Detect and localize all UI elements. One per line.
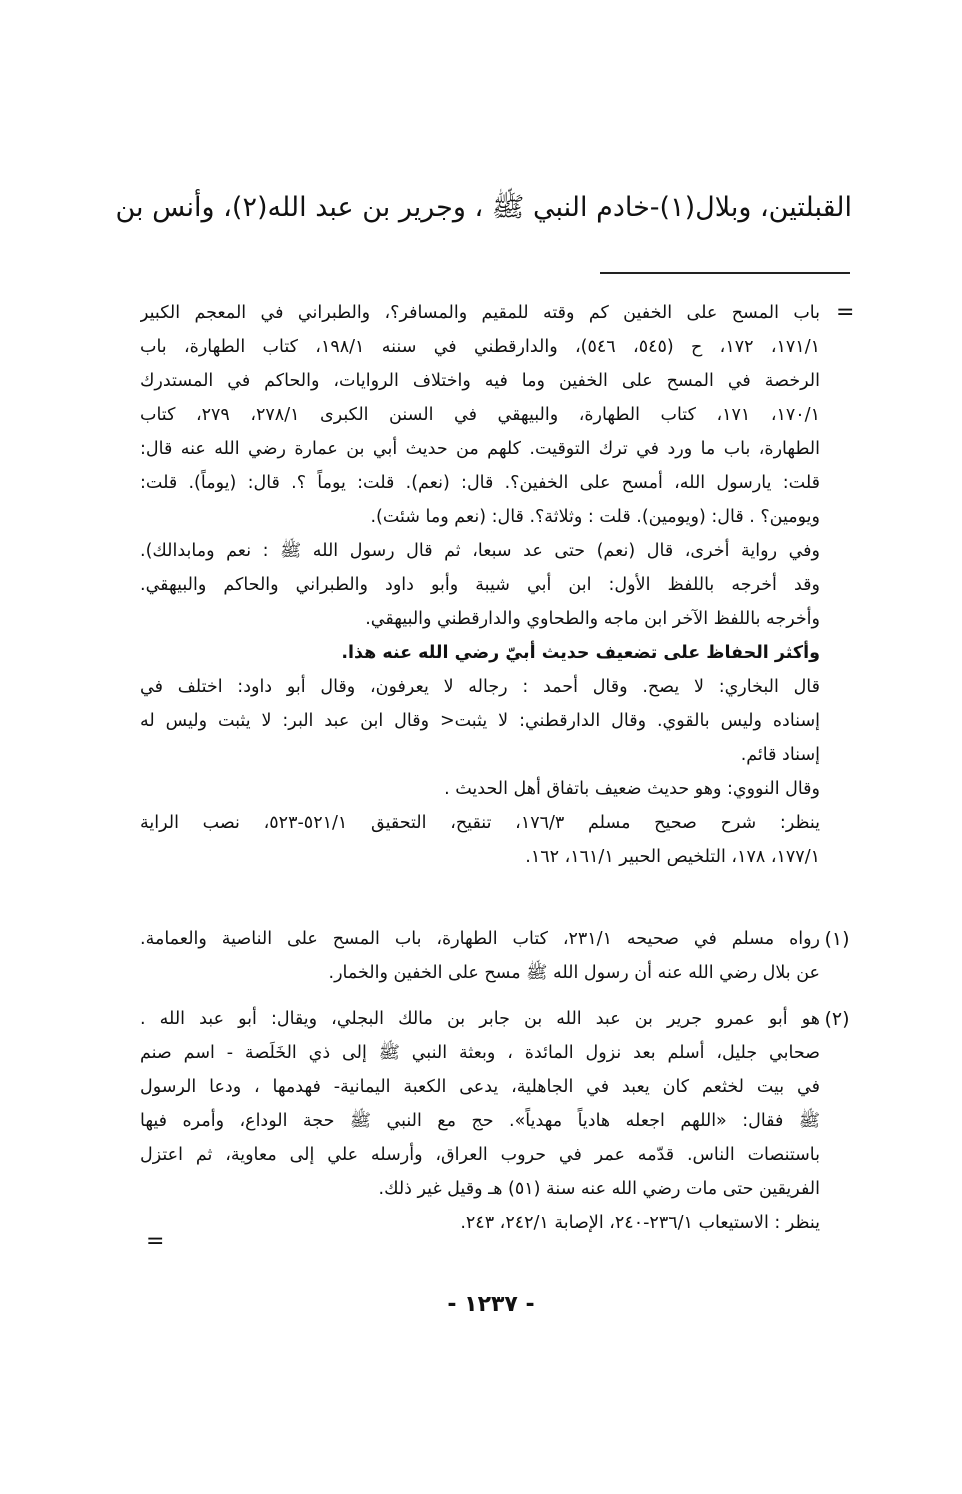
footnote-line: ينظر : الاستيعاب ٢٣٦/١-٢٤٠، الإصابة ٢٤٢/١، ٢٤٣. [460, 1213, 820, 1233]
footnote-line: قال البخاري: لا يصح. وقال أحمد : رجاله لا يعرفون، وقال أبو داود: اختلف في [140, 677, 820, 697]
footnote-line: عن بلال رضي الله عنه أن رسول الله ﷺ مسح على الخفين والخمار. [328, 963, 820, 983]
footnote-line: ١٧٧/١، ١٧٨، التلخيص الحبير ١٦١/١، ١٦٢. [525, 847, 820, 867]
page-number: - ١٢٣٧ - [447, 1292, 535, 1317]
footnote-line: ١٧٠/١، ١٧١، كتاب الطهارة، والبيهقي في السنن الكبرى ٢٧٨/١، ٢٧٩، كتاب [140, 405, 820, 425]
footnote-line: ويومين؟ . قال: (ويومين). قلت : وثلاثة؟. قال: (نعم وما شئت). [370, 507, 820, 527]
footnote-line: وقد أخرجه باللفظ الأول: ابن أبي شيبة وأبو داود والطبراني والحاكم والبيهقي. [140, 575, 820, 595]
footnote-line: وفي رواية أخرى، قال (نعم) حتى عد سبعا، ثم قال رسول الله ﷺ : نعم ومابدالك). [140, 541, 820, 561]
footnote-line: هو أبو عمرو جرير بن عبد الله بن جابر بن مالك البجلي، ويقال: أبو عبد الله . [140, 1009, 820, 1029]
continued-footnote [140, 296, 820, 874]
footnote-line: قلت: يارسول الله، أمسح على الخفين؟. قال: (نعم). قلت: يوماً ؟. قال: (يوماً). قلت: [140, 473, 820, 493]
footnote-line: وأكثر الحفاظ على تضعيف حديث أبيّ رضي الله عنه هذا. [341, 643, 820, 663]
footnote-line: الطهارة، باب ما ورد في ترك التوقيت. كلهم من حديث أبي بن عمارة رضي الله عنه قال: [140, 439, 820, 459]
footnote-line: وقال النووي: وهو حديث ضعيف باتفاق أهل الحديث . [444, 779, 820, 799]
main-text-line: القبلتين، وبلال(١)-خادم النبي ﷺ ، وجرير بن عبد الله(٢)، وأنس بن [115, 192, 852, 223]
footnote-line: باب المسح على الخفين كم وقته للمقيم والمسافر؟، والطبراني في المعجم الكبير [140, 303, 820, 323]
footnote-line: الرخصة في المسح على الخفين وما فيه واختلاف الروايات، والحاكم في المستدرك [140, 371, 820, 391]
footnote-2 [140, 1002, 820, 1240]
footnote-line: ١٧١/١، ١٧٢، ح (٥٤٥، ٥٤٦)، والدارقطني في سننه ١٩٨/١، كتاب الطهارة، باب [140, 337, 820, 357]
footnote-line: ينظر: شرح صحيح مسلم ١٧٦/٣، تنقيح، التحقيق ٥٢١/١-٥٢٣، نصب الراية [140, 813, 820, 833]
footnote-separator [600, 272, 850, 274]
footnote-1 [140, 922, 820, 990]
footnote-line: إسناده وليس بالقوي. وقال الدارقطني: لا يثبت< وقال ابن عبد البر: لا يثبت وليس له [140, 711, 820, 731]
footnote-line: في بيت لخثعم كان يعبد في الجاهلية، يدعى الكعبة اليمانية- فهدمها ، ودعا الرسول [140, 1077, 820, 1097]
footnote-line: ﷺ فقال: «اللهم اجعله هادياً مهدياً». حج مع النبي ﷺ حجة الوداع، وأمره فيها [140, 1111, 820, 1131]
footnote-line: إسناد قائم. [740, 745, 820, 765]
footnote-number: (١) [824, 928, 850, 950]
footnote-number: (٢) [824, 1008, 850, 1030]
footnote-line: باستنصات الناس. قدّمه عمر في حروب العراق، وأرسله علي إلى معاوية، ثم اعتزل [140, 1145, 820, 1165]
footnote-line: صحابي جليل، أسلم بعد نزول المائدة ، وبعثة النبي ﷺ إلى ذي الخَلَصة - اسم صنم [140, 1043, 820, 1063]
continuation-marker-end: = [146, 1229, 165, 1254]
footnote-line: الفريقين حتى مات رضي الله عنه سنة (٥١) هـ وقيل غير ذلك. [378, 1179, 820, 1199]
footnote-line: رواه مسلم في صحيحه ٢٣١/١، كتاب الطهارة، باب المسح على الناصية والعمامة. [140, 929, 820, 949]
footnote-line: وأخرجه باللفظ الآخر ابن ماجه والطحاوي والدارقطني والبيهقي. [365, 609, 820, 629]
continuation-marker: = [836, 300, 855, 325]
